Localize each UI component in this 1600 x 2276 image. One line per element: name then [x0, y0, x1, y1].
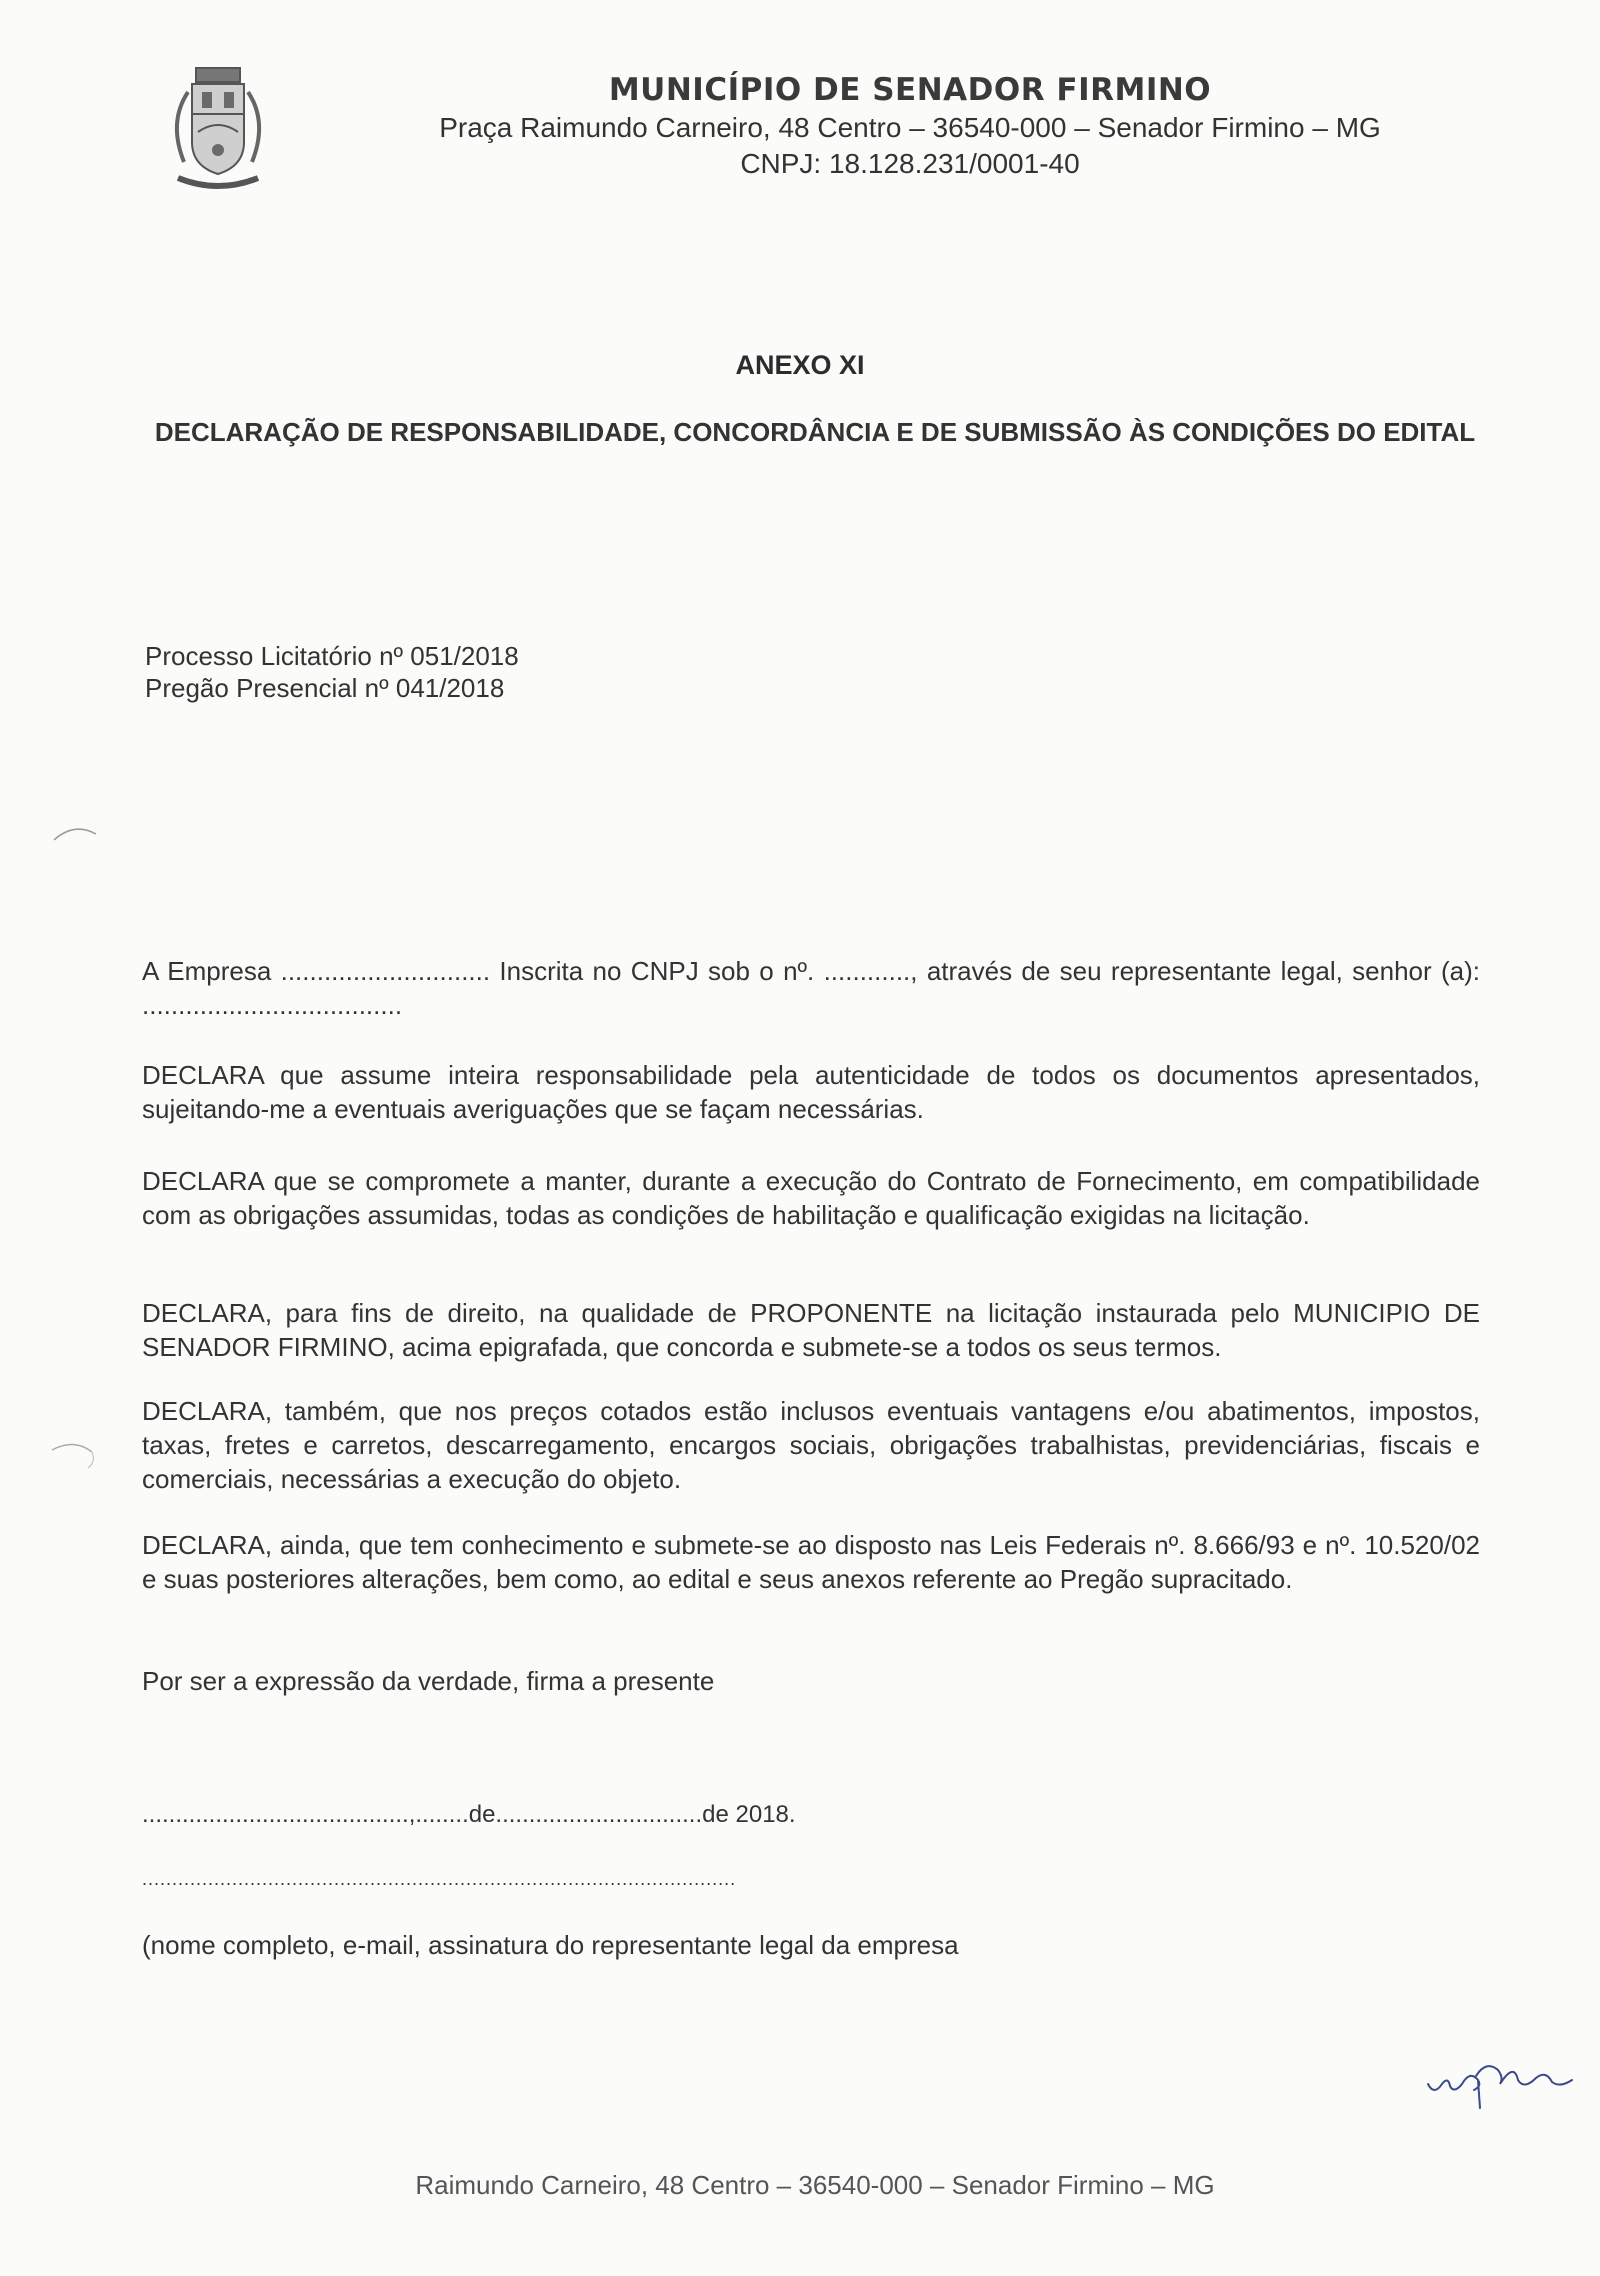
letterhead — [390, 72, 1430, 180]
date-line: ........................................,........de...............................de 2018. — [142, 1801, 796, 1828]
declaration-compliance-paragraph: DECLARA que se compromete a manter, durante a execução do Contrato de Fornecimento, em compatibilidade com as obrigações assumidas, todas as condições de habilitação e qualificação exigidas na licitação. — [142, 1166, 1480, 1230]
declaration-agreement-paragraph: DECLARA, para fins de direito, na qualidade de PROPONENTE na licitação instaurada pelo MUNICIPIO DE SENADOR FIRMINO, acima epigrafada, que concorda e submete-se a todos os seus termos. — [142, 1298, 1480, 1362]
pregao-number: Pregão Presencial nº 041/2018 — [145, 673, 505, 703]
letterhead-address: Praça Raimundo Carneiro, 48 Centro – 36540-000 – Senador Firmino – MG — [439, 112, 1381, 143]
handwritten-initials-signature — [1420, 2040, 1580, 2120]
footer-address: Raimundo Carneiro, 48 Centro – 36540-000 – Senador Firmino – MG — [415, 2170, 1215, 2200]
letterhead-cnpj: CNPJ: 18.128.231/0001-40 — [740, 148, 1080, 179]
declaration-responsibility-paragraph: DECLARA que assume inteira responsabilidade pela autenticidade de todos os documentos apresentados, sujeitando-me a eventuais averiguações que se façam necessárias. — [142, 1060, 1480, 1124]
closing-statement: Por ser a expressão da verdade, firma a presente — [142, 1666, 715, 1696]
municipal-crest-icon — [158, 62, 278, 202]
annex-heading: ANEXO XI — [735, 350, 865, 380]
process-number: Processo Licitatório nº 051/2018 — [145, 641, 519, 671]
hole-punch-mark-icon — [48, 1440, 98, 1470]
signature-caption: (nome completo, e-mail, assinatura do representante legal da empresa — [142, 1930, 959, 1960]
municipality-name: MUNICÍPIO DE SENADOR FIRMINO — [608, 72, 1212, 108]
declaration-laws-paragraph: DECLARA, ainda, que tem conhecimento e submete-se ao disposto nas Leis Federais nº. 8.666/93 e nº. 10.520/02 e suas posteriores alterações, bem como, ao edital e seus anexos referente ao Pregão supracitado. — [142, 1530, 1480, 1594]
declaration-prices-paragraph: DECLARA, também, que nos preços cotados estão inclusos eventuais vantagens e/ou abatimentos, impostos, taxas, fretes e carretos, descarregamento, encargos sociais, obrigações trabalhistas, previdenciárias, fiscais e comerciais, necessárias a execução do objeto. — [142, 1396, 1480, 1494]
declaration-title: DECLARAÇÃO DE RESPONSABILIDADE, CONCORDÂNCIA E DE SUBMISSÃO ÀS CONDIÇÕES DO EDITAL — [154, 417, 1476, 447]
signature-line: ................................................................................................... — [142, 1869, 737, 1889]
company-identification-paragraph: A Empresa ............................. Inscrita no CNPJ sob o nº. ............, através de seu representante legal, senhor (a): .................................... — [142, 956, 1480, 1020]
hole-punch-mark-icon — [50, 820, 100, 844]
process-info — [145, 640, 519, 704]
